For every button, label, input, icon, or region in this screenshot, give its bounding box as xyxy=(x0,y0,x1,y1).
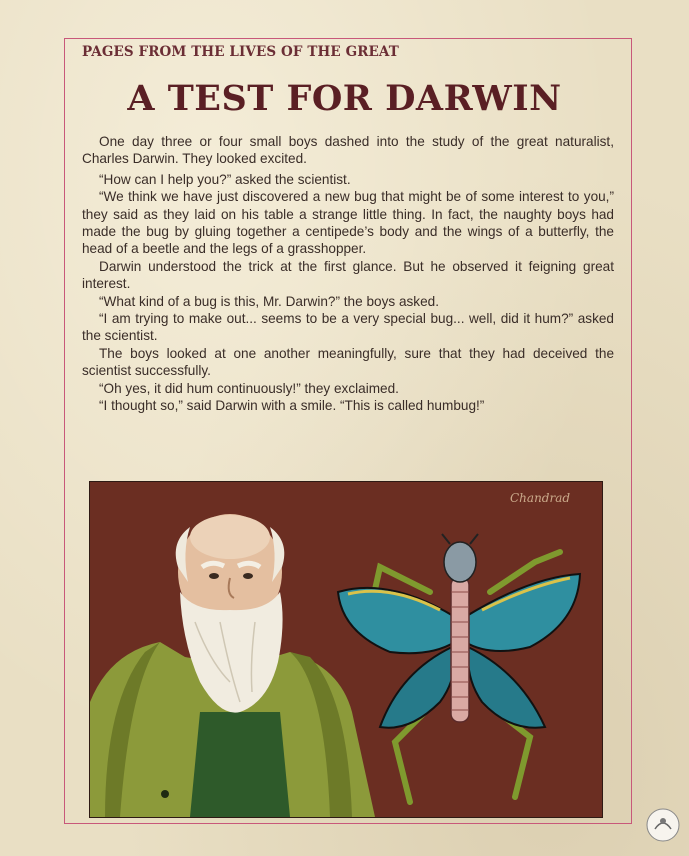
darwin-and-humbug-drawing xyxy=(90,482,602,817)
story-paragraph: Darwin understood the trick at the first glance. But he observed it feigning great interest. xyxy=(82,258,614,292)
story-paragraph: “What kind of a bug is this, Mr. Darwin?” the boys asked. xyxy=(99,293,439,309)
story-paragraph: “How can I help you?” asked the scientist. xyxy=(99,171,351,187)
artist-signature: Chandrad xyxy=(510,491,571,505)
darwin-vest xyxy=(190,712,290,817)
coat-button xyxy=(161,790,169,798)
story-paragraph: “I thought so,” said Darwin with a smile. “This is called humbug!” xyxy=(99,398,485,414)
centipede-body xyxy=(451,577,469,722)
series-kicker: PAGES FROM THE LIVES OF THE GREAT xyxy=(82,44,399,60)
story-paragraph: “I am trying to make out... seems to be a very special bug... well, did it hum?” asked the scientist. xyxy=(82,311,614,344)
story-paragraph: “We think we have just discovered a new bug that might be of some interest to you,” they said as they laid on his table a strange little thing. In fact, the naughty boys had made the bug by gluing together a centipede’s body and the wings of a butterfly, the head of a beetle and the legs of a grasshopper. xyxy=(82,189,614,257)
beetle-head xyxy=(444,542,476,582)
story-paragraph: One day three or four small boys dashed into the study of the great naturalist, Charles Darwin. They looked excited. xyxy=(82,134,614,167)
story-paragraph: “Oh yes, it did hum continuously!” they exclaimed. xyxy=(99,380,399,396)
story-text xyxy=(82,133,614,415)
story-title: A TEST FOR DARWIN xyxy=(127,78,562,119)
story-illustration xyxy=(89,481,603,818)
story-paragraph: The boys looked at one another meaningfully, sure that they had deceived the scientist successfully. xyxy=(82,345,614,379)
publisher-logo-icon xyxy=(645,807,681,843)
